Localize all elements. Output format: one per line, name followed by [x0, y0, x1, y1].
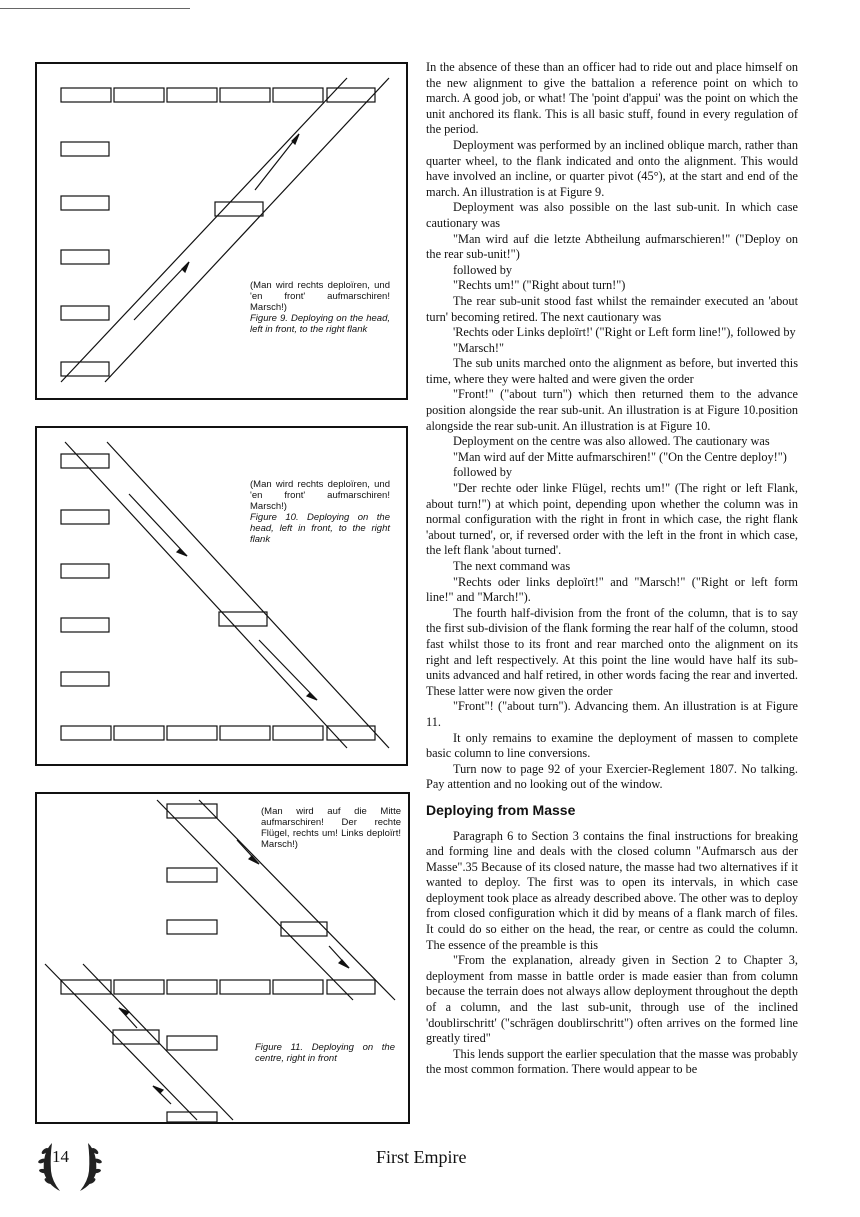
paragraph: "Man wird auf der Mitte aufmarschiren!" ("On the Centre deploy!") — [453, 449, 787, 464]
paragraph: Deployment on the centre was also allowed. The cautionary was — [453, 434, 770, 449]
paragraph: The sub units marched onto the alignment as before, but inverted this time, where they were halted and were given the order — [426, 356, 798, 386]
figure-9 — [35, 62, 408, 400]
figure-9-caption-title: Figure 9. Deploying on the head, left in front, to the right flank — [250, 313, 390, 335]
figure-11-caption-title: Figure 11. Deploying on the centre, right in front — [255, 1042, 395, 1064]
paragraph: Deployment was performed by an inclined oblique march, rather than quarter wheel, to the flank indicated and onto the alignment. This would have involved an incline, or quarter pivot (45°), at the start and end of the march. An illustration is at Figure 9. — [426, 137, 798, 199]
figure-11 — [35, 792, 410, 1124]
figure-10-caption — [250, 479, 390, 545]
paragraph: Paragraph 6 to Section 3 contains the final instructions for breaking and forming line and deals with the closed column "Aufmarsch aus der Masse".35 Because of its closed nature, the masse had two alternatives if it wanted to deploy. The first was to open its intervals, in which case deployment took place as already described above. The other was to deploy from closed configuration which it did by means of a flank march of files. It could do so either on the head, the rear, or centre as could the column. The essence of the preamble is this — [426, 828, 798, 952]
figure-9-caption-text: (Man wird rechts deploïren, und 'en front' aufmarschiren! Marsch!) — [250, 280, 390, 313]
header-rule — [0, 8, 190, 9]
paragraph: "Rechts um!" ("Right about turn!") — [453, 278, 626, 293]
paragraph: Turn now to page 92 of your Exercier-Reglement 1807. No talking. Pay attention and no looking out of the window. — [426, 761, 798, 792]
paragraph: "Front!" ("about turn") which then returned them to the advance position alongside the rear sub-unit. An illustration is at Figure 10.position alongside the rear sub-unit. An illustration is at Figure 10. — [426, 387, 798, 433]
laurel-wreath-icon — [30, 1135, 110, 1197]
figure-11-caption-lower — [255, 1042, 395, 1064]
publication-title: First Empire — [376, 1147, 467, 1167]
figure-10-caption-title: Figure 10. Deploying on the head, left in front, to the right flank — [250, 512, 390, 545]
paragraph: "Der rechte oder linke Flügel, rechts um!" (The right or left Flank, about turn!") at which point, depending upon whether the column was in normal configuration with the right in front in which case, the right flank 'about turned', or, if reversed order with the left in the front in which case, the left flank 'about turned'. — [426, 481, 798, 558]
paragraph: "Marsch!" — [453, 340, 505, 355]
paragraph: "Man wird auf die letzte Abtheilung aufmarschieren!" ("Deploy on the rear sub-unit!") — [426, 231, 798, 262]
paragraph: "Rechts oder links deploïrt!" and "Marsch!" ("Right or left form line!" and "March!"). — [426, 574, 798, 605]
figure-10-caption-text: (Man wird rechts deploïren, und 'en front' aufmarschiren! Marsch!) — [250, 479, 390, 512]
paragraph: The fourth half-division from the front of the column, that is to say the first sub-division of the flank forming the rear half of the column, stood fast whilst those to its front and rear marched onto the alignment on its right and left respectively. At this point the line would have half its sub-units advanced and half retired, in other words facing the rear and inverted. These latter were now given the order — [426, 605, 798, 698]
section-heading: Deploying from Masse — [426, 801, 576, 818]
paragraph: The next command was — [453, 559, 571, 573]
paragraph: The rear sub-unit stood fast whilst the remainder executed an 'about turn' becoming retired. The next cautionary was — [426, 293, 798, 324]
figure-11-caption-text: (Man wird auf die Mitte aufmarschiren! Der rechte Flügel, rechts um! Links deploïrt! Marsch!) — [261, 806, 401, 850]
figure-11-caption-upper — [261, 806, 401, 850]
paragraph: 'Rechts oder Links deploïrt!' ("Right or Left form line!"), followed by — [453, 325, 796, 340]
figure-9-caption — [250, 280, 390, 335]
paragraph: This lends support the earlier speculation that the masse was probably the most common formation. There would appear to be — [426, 1046, 798, 1077]
page-number: 14 — [52, 1147, 69, 1166]
body-column — [426, 60, 798, 1078]
paragraph: followed by — [453, 262, 513, 277]
paragraph: In the absence of these than an officer had to ride out and place himself on the new alignment to give the battalion a reference point on which to march. A good job, or what! The 'point d'appui' was the point on which the unit anchored its flank. This is all basic stuff, found in every regulation of the period. — [426, 60, 798, 137]
paragraph: "From the explanation, already given in Section 2 to Chapter 3, deployment from masse in battle order is made easier than from column because the terrain does not always allow deployment throughout the depth of a column, and the last sub-unit, through use of the inclined 'doublirschritt' ("schrägen doublirschritt") often arrives on the formed line greatly tired" — [426, 953, 798, 1046]
figure-10 — [35, 426, 408, 766]
paragraph: Deployment was also possible on the last sub-unit. In which case cautionary was — [426, 200, 798, 230]
paragraph: "Front"! ("about turn"). Advancing them. An illustration is at Figure 11. — [426, 699, 798, 729]
paragraph: It only remains to examine the deployment of massen to complete basic column to line conversions. — [426, 730, 798, 761]
paragraph: followed by — [453, 465, 513, 480]
figure-9-diagram — [37, 64, 406, 398]
